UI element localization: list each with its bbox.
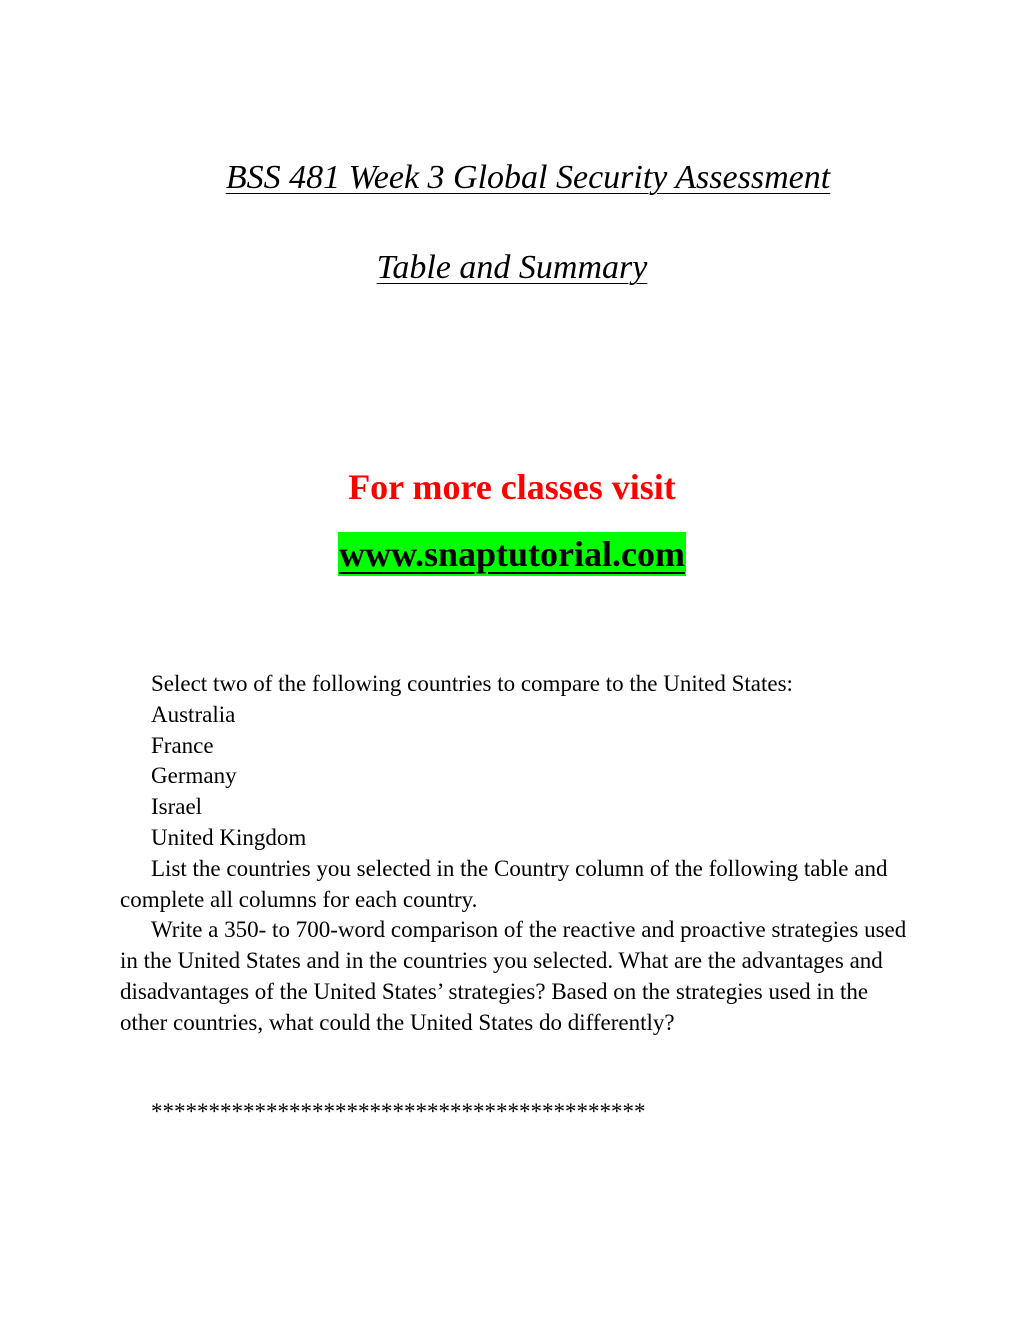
country-item-israel: Israel — [151, 794, 203, 820]
document-title-line-2: Table and Summary — [376, 249, 648, 286]
promo-text: For more classes visit — [348, 467, 676, 507]
country-item-australia: Australia — [151, 701, 236, 727]
website-link[interactable]: www.snaptutorial.com — [338, 534, 685, 574]
assignment-body — [120, 669, 920, 1039]
separator-stars: ******************************************* — [151, 1099, 646, 1124]
intro-text: Select two of the following countries to compare to the United States: — [151, 671, 793, 696]
instruction-write-comparison: Write a 350- to 700-word comparison of the reactive and proactive strategies used in the United States and in the countries you selected. What are the advantages and disadvantages of the United States’ strategies? Based on the strategies used in the other countries, what could the United States do differently? — [120, 917, 907, 1035]
country-item-united-kingdom: United Kingdom — [151, 824, 307, 850]
instruction-list-countries: List the countries you selected in the Country column of the following table and complete all columns for each country. — [120, 855, 888, 912]
document-title-line-1: BSS 481 Week 3 Global Security Assessment — [225, 159, 831, 196]
country-item-france: France — [151, 732, 214, 758]
promo-link-container — [0, 532, 1024, 576]
country-item-germany: Germany — [151, 763, 237, 789]
